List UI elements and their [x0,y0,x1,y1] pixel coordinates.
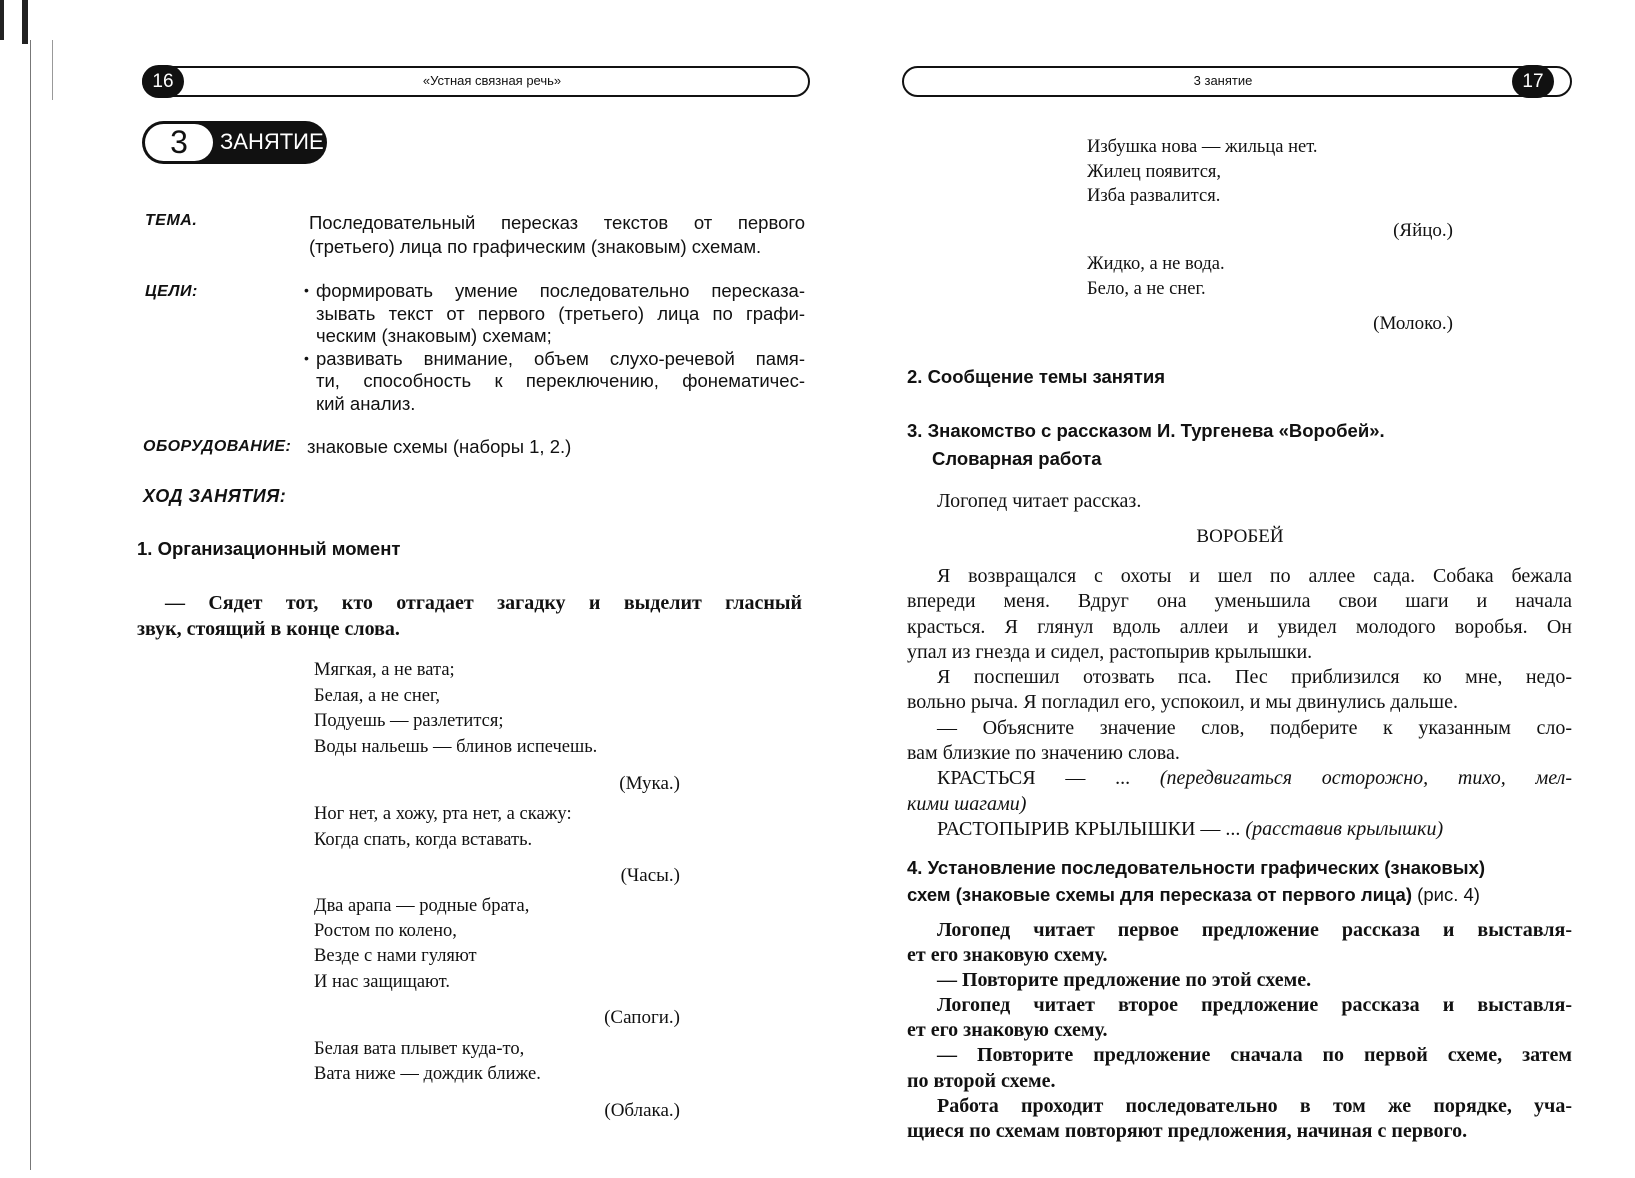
text-line: вам близкие по значению слова. [907,742,1180,765]
vocabulary-item [907,766,1572,791]
riddle-text [314,894,529,995]
riddle-line: Жидко, а не вода. [1087,254,1225,274]
goal-line: • развивать внимание, объем слухо-речевой памя- [306,348,805,371]
goal-line: ческим (знаковым) схемам; [316,325,552,346]
running-title: 3 занятие [1193,73,1253,88]
section-3-heading-line: Словарная работа [932,448,1102,469]
running-header-right [902,66,1572,97]
scan-edge-mark [22,0,28,44]
text-line: — Повторите предложение по этой схеме. [937,969,1312,992]
equipment-text: знаковые схемы (наборы 1, 2.) [307,436,572,457]
riddle-answer: (Мука.) [619,773,680,794]
goals-label: ЦЕЛИ: [145,283,198,300]
text-line: ет его знаковую схему. [907,1019,1108,1042]
text-line: Логопед читает второе предложение рассказа и выставля- [937,994,1572,1017]
riddle-line: Везде с нами гуляют [314,946,477,967]
goal-line: зывать текст от первого (третьего) лица по графи- [316,302,805,324]
text-line: — Повторите предложение сначала по первой схеме, затем [937,1044,1572,1067]
section-4-heading-line: схем (знаковые схемы для пересказа от первого лица) [907,884,1413,905]
equipment-label: ОБОРУДОВАНИЕ: [143,438,292,455]
text-line: по второй схеме. [907,1069,1056,1092]
story-text [907,564,1572,842]
riddle-text [314,1037,541,1087]
text-line: (третьего) лица по графическим (знаковым) схемам. [309,236,762,257]
riddle-answer: (Облака.) [604,1100,680,1121]
text-line: Работа проходит последовательно в том же порядке, уча- [937,1094,1572,1117]
riddle-text [1087,252,1225,302]
text-line: упал из гнезда и сидел, растопырив крылышки. [907,640,1313,663]
text-line: звук, стоящий в конце слова. [137,618,400,640]
running-header-left [142,66,810,97]
vocabulary-definition: кими шагами) [907,792,1027,815]
vocabulary-definition: (расставив крылышки) [1245,817,1444,840]
text-line: Последовательный пересказ текстов от первого [309,212,805,233]
text-line: — Сядет тот, кто отгадает загадку и выделит гласный [165,592,802,614]
riddle-answer: (Часы.) [620,865,680,886]
text-line: Я возвращался с охоты и шел по аллее сада. Собака бежала [937,565,1572,587]
text-line: — Объясните значение слов, подберите к указанным сло- [937,716,1572,739]
text-line: красться. Я глянул вдоль аллеи и увидел молодого воробья. Он [907,615,1572,638]
riddle-line: Жилец появится, [1087,161,1222,182]
reads-story-note: Логопед читает рассказ. [937,490,1142,512]
riddle-line: Когда спать, когда вставать. [314,830,533,850]
goal-line: ти, способность к переключению, фонематичес- [316,370,805,391]
story-title: ВОРОБЕЙ [1196,526,1284,547]
text-line: Я поспешил отозвать пса. Пес приблизился ко мне, недо- [937,666,1572,689]
lesson-label: ЗАНЯТИЕ [220,129,324,154]
vocabulary-term: КРАСТЬСЯ — ... [937,767,1160,790]
riddle-text [314,801,572,853]
riddle-line: Мягкая, а не вата; [314,660,455,680]
topic-text [309,211,805,259]
section-1-intro [137,590,802,642]
riddle-line: Воды нальешь — блинов испечешь. [314,736,598,757]
section-2-heading: 2. Сообщение темы занятия [907,366,1165,387]
riddle-line: Два арапа — родные брата, [314,896,530,916]
page-gutter-line [52,40,53,100]
goal-line: • формировать умение последовательно пересказа- [306,280,805,303]
text-line: ет его знаковую схему. [907,944,1108,967]
lesson-badge [142,121,327,164]
running-title: «Устная связная речь» [422,73,562,88]
goal-line: кий анализ. [316,392,416,414]
vocabulary-definition: (передвигаться осторожно, тихо, мел- [1159,767,1572,790]
riddle-line: Ростом по колено, [314,921,457,942]
goals-list [306,280,805,415]
figure-reference: (рис. 4) [1417,884,1480,905]
section-4-text [907,918,1572,1144]
section-4-heading-line: 4. Установление последовательности графических (знаковых) [907,857,1486,878]
text-line: Логопед читает первое предложение рассказа и выставля- [937,919,1572,941]
riddle-line: Вата ниже — дождик ближе. [314,1064,541,1084]
text-line: вольно рыча. Я погладил его, успокоил, и мы двинулись дальше. [907,691,1458,714]
text-line: впереди меня. Вдруг она уменьшила свои шаги и начала [907,590,1572,613]
course-label: ХОД ЗАНЯТИЯ: [143,486,287,506]
riddle-text [1087,135,1318,209]
text-line: щиеся по схемам повторяют предложения, начиная с первого. [907,1119,1468,1142]
vocabulary-item [907,817,1572,842]
section-3-heading-line: 3. Знакомство с рассказом И. Тургенева «Воробей». [907,420,1385,441]
riddle-text [314,658,597,760]
scan-edge-line [30,40,31,1170]
riddle-line: Подуешь — разлетится; [314,711,504,732]
riddle-answer: (Яйцо.) [1393,220,1453,241]
topic-label: ТЕМА. [145,212,198,229]
riddle-answer: (Молоко.) [1373,313,1453,334]
vocabulary-term: РАСТОПЫРИВ КРЫЛЫШКИ — ... [937,817,1246,840]
page-number: 16 [142,65,184,98]
riddle-line: Бело, а не снег. [1087,279,1206,299]
section-1-heading: 1. Организационный момент [137,538,401,559]
riddle-answer: (Сапоги.) [604,1007,680,1028]
riddle-line: Ног нет, а хожу, рта нет, а скажу: [314,804,572,824]
page-number: 17 [1512,65,1554,98]
riddle-line: Белая, а не снег, [314,685,441,706]
riddle-line: Избушка нова — жильца нет. [1087,137,1318,157]
scan-edge-mark [0,0,4,40]
section-3-heading [907,417,1385,473]
riddle-line: И нас защищают. [314,971,450,992]
riddle-line: Изба развалится. [1087,186,1221,206]
section-4-heading [907,854,1485,908]
lesson-number: 3 [145,124,213,161]
riddle-line: Белая вата плывет куда-то, [314,1039,525,1059]
